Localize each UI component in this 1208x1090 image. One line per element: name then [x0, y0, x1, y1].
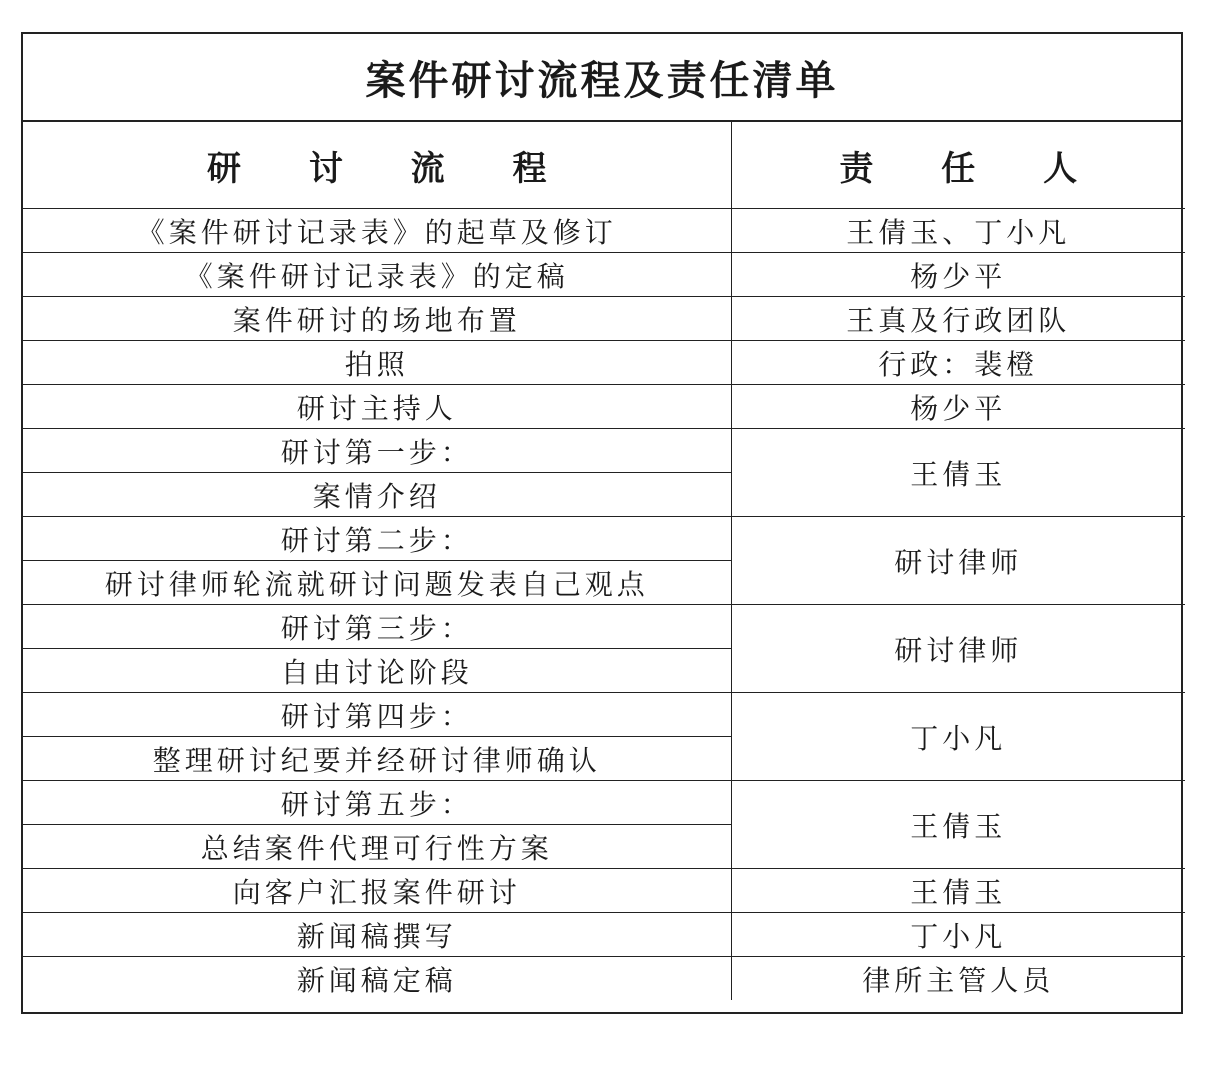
responsibility-table	[23, 122, 1185, 1000]
step-title-cell: 研讨第二步：	[23, 517, 731, 561]
table-row	[23, 297, 1185, 341]
owner-cell: 杨少平	[731, 253, 1185, 297]
header-owner: 责 任 人	[731, 122, 1185, 209]
step-title-cell: 研讨第一步：	[23, 429, 731, 473]
step-detail-cell: 研讨律师轮流就研讨问题发表自己观点	[23, 561, 731, 605]
table-row	[23, 869, 1185, 913]
step-detail-cell: 案情介绍	[23, 473, 731, 517]
table-header-row	[23, 122, 1185, 209]
header-process: 研 讨 流 程	[23, 122, 731, 209]
step-title-cell: 研讨第四步：	[23, 693, 731, 737]
process-cell: 新闻稿定稿	[23, 957, 731, 1001]
process-cell: 拍照	[23, 341, 731, 385]
step-row	[23, 517, 1185, 561]
step-owner-cell: 王倩玉	[731, 781, 1185, 869]
process-cell: 《案件研讨记录表》的定稿	[23, 253, 731, 297]
process-cell: 新闻稿撰写	[23, 913, 731, 957]
step-detail-cell: 整理研讨纪要并经研讨律师确认	[23, 737, 731, 781]
step-row	[23, 781, 1185, 825]
owner-cell: 杨少平	[731, 385, 1185, 429]
process-cell: 《案件研讨记录表》的起草及修订	[23, 209, 731, 253]
owner-cell: 律所主管人员	[731, 957, 1185, 1001]
owner-cell: 行政：裴橙	[731, 341, 1185, 385]
step-owner-cell: 王倩玉	[731, 429, 1185, 517]
step-title-cell: 研讨第五步：	[23, 781, 731, 825]
process-cell: 案件研讨的场地布置	[23, 297, 731, 341]
responsibility-list-document	[21, 32, 1183, 1014]
step-row	[23, 605, 1185, 649]
table-row	[23, 253, 1185, 297]
document-title: 案件研讨流程及责任清单	[23, 34, 1181, 122]
table-row	[23, 385, 1185, 429]
table-row	[23, 209, 1185, 253]
step-owner-cell: 研讨律师	[731, 605, 1185, 693]
table-row	[23, 957, 1185, 1001]
step-detail-cell: 总结案件代理可行性方案	[23, 825, 731, 869]
step-owner-cell: 丁小凡	[731, 693, 1185, 781]
table-row	[23, 341, 1185, 385]
step-row	[23, 429, 1185, 473]
process-cell: 研讨主持人	[23, 385, 731, 429]
step-detail-cell: 自由讨论阶段	[23, 649, 731, 693]
step-title-cell: 研讨第三步：	[23, 605, 731, 649]
owner-cell: 王真及行政团队	[731, 297, 1185, 341]
owner-cell: 丁小凡	[731, 913, 1185, 957]
owner-cell: 王倩玉	[731, 869, 1185, 913]
process-cell: 向客户汇报案件研讨	[23, 869, 731, 913]
step-row	[23, 693, 1185, 737]
step-owner-cell: 研讨律师	[731, 517, 1185, 605]
table-row	[23, 913, 1185, 957]
owner-cell: 王倩玉、丁小凡	[731, 209, 1185, 253]
